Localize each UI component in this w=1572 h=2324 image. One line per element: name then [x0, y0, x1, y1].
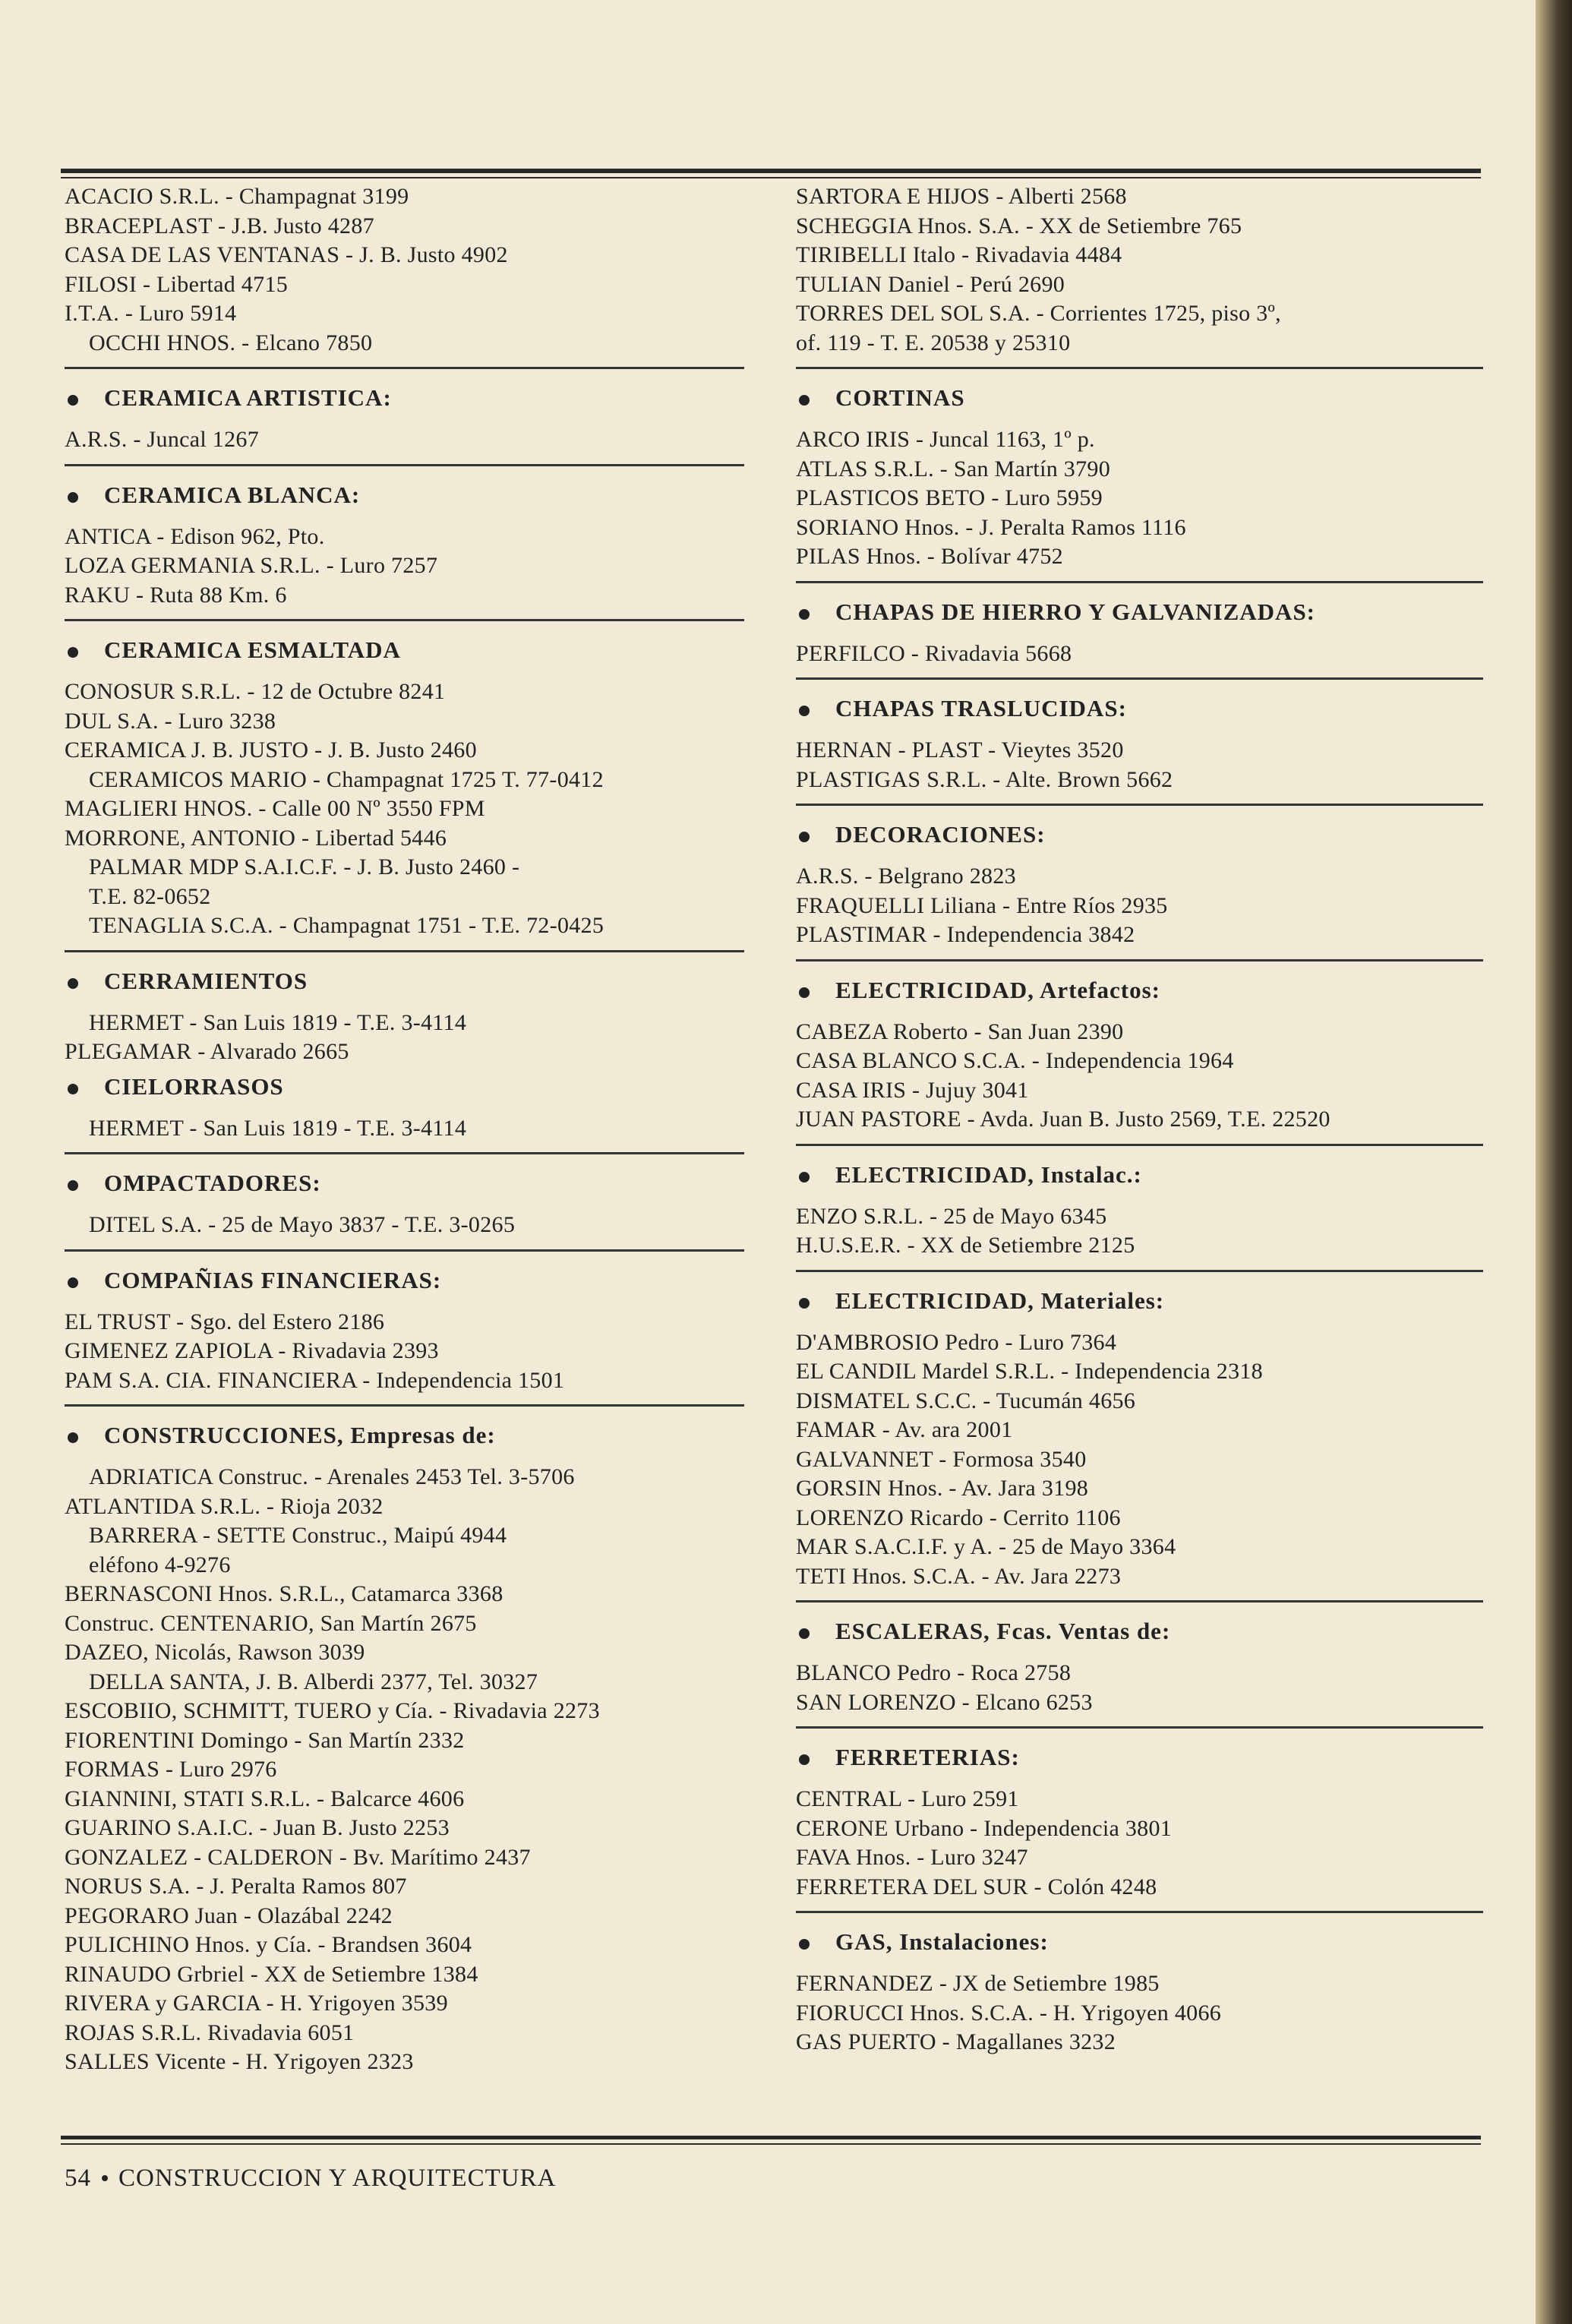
- section-heading: [65, 1073, 744, 1100]
- bullet-icon: [799, 1628, 810, 1639]
- section-heading-text: GAS, Instalaciones:: [835, 1928, 1049, 1955]
- directory-entry: PAM S.A. CIA. FINANCIERA - Independencia 1501: [65, 1367, 565, 1393]
- bullet-icon: [799, 832, 810, 842]
- directory-entry: DITEL S.A. - 25 de Mayo 3837 - T.E. 3-0265: [89, 1212, 516, 1237]
- directory-section: [65, 619, 744, 941]
- bullet-icon: [68, 1084, 78, 1094]
- section-heading-text: COMPAÑIAS FINANCIERAS:: [104, 1266, 442, 1293]
- bottom-double-rule: [61, 2136, 1481, 2139]
- directory-entry: PERFILCO - Rivadavia 5668: [796, 640, 1072, 666]
- right-column: [796, 182, 1483, 2057]
- section-heading: [65, 968, 744, 995]
- directory-entry: PLASTIGAS S.R.L. - Alte. Brown 5662: [796, 766, 1173, 792]
- section-heading: [65, 482, 744, 509]
- directory-entry: PLASTIMAR - Independencia 3842: [796, 922, 1135, 947]
- directory-entry: HERMET - San Luis 1819 - T.E. 3-4114: [89, 1115, 467, 1141]
- directory-section: [65, 182, 744, 358]
- bullet-icon: [799, 1172, 810, 1183]
- directory-entry: D'AMBROSIO Pedro - Luro 7364: [796, 1329, 1117, 1355]
- directory-entry: CASA IRIS - Jujuy 3041: [796, 1077, 1029, 1103]
- section-heading: [796, 821, 1483, 848]
- magazine-title: CONSTRUCCION Y ARQUITECTURA: [118, 2165, 557, 2192]
- section-heading: [796, 1928, 1483, 1956]
- directory-section: [796, 367, 1483, 572]
- directory-section: [65, 1152, 744, 1240]
- directory-entry: GORSIN Hnos. - Av. Jara 3198: [796, 1476, 1089, 1501]
- section-divider: [65, 1152, 744, 1154]
- section-heading-text: CORTINAS: [835, 384, 965, 411]
- section-heading: [796, 695, 1483, 722]
- directory-entry: ATLAS S.R.L. - San Martín 3790: [796, 456, 1110, 482]
- directory-entry: A.R.S. - Juncal 1267: [65, 427, 259, 452]
- directory-entry: RAKU - Ruta 88 Km. 6: [65, 582, 287, 608]
- section-heading: [796, 598, 1483, 626]
- section-heading-text: OMPACTADORES:: [104, 1170, 321, 1196]
- directory-entry: SAN LORENZO - Elcano 6253: [796, 1689, 1093, 1715]
- page-footer: [65, 2165, 556, 2193]
- footer-bullet-icon: [102, 2175, 108, 2181]
- directory-section: [796, 1726, 1483, 1902]
- directory-section: [65, 1249, 744, 1396]
- left-column: [65, 182, 744, 2077]
- section-heading-text: CHAPAS DE HIERRO Y GALVANIZADAS:: [835, 598, 1316, 625]
- directory-entry: BRACEPLAST - J.B. Justo 4287: [65, 213, 374, 238]
- directory-entry: ESCOBIIO, SCHMITT, TUERO y Cía. - Rivadavia 2273: [65, 1698, 600, 1723]
- directory-entry: T.E. 82-0652: [89, 883, 211, 909]
- directory-entry: FAMAR - Av. ara 2001: [796, 1417, 1013, 1442]
- directory-entry: SORIANO Hnos. - J. Peralta Ramos 1116: [796, 514, 1186, 540]
- directory-section: [65, 1404, 744, 2077]
- section-divider: [796, 367, 1483, 369]
- directory-entry: LORENZO Ricardo - Cerrito 1106: [796, 1505, 1121, 1530]
- directory-entry: DAZEO, Nicolás, Rawson 3039: [65, 1640, 365, 1665]
- directory-entry: OCCHI HNOS. - Elcano 7850: [89, 330, 373, 355]
- directory-section: [796, 1600, 1483, 1717]
- directory-entry: TORRES DEL SOL S.A. - Corrientes 1725, piso 3º,: [796, 301, 1281, 326]
- directory-entry: FORMAS - Luro 2976: [65, 1757, 277, 1782]
- section-heading-text: ELECTRICIDAD, Artefactos:: [835, 976, 1160, 1003]
- directory-section: [65, 464, 744, 611]
- directory-entry: ENZO S.R.L. - 25 de Mayo 6345: [796, 1203, 1107, 1229]
- directory-entry: GIMENEZ ZAPIOLA - Rivadavia 2393: [65, 1338, 439, 1363]
- section-heading: [796, 1161, 1483, 1189]
- directory-entry: GONZALEZ - CALDERON - Bv. Marítimo 2437: [65, 1844, 531, 1870]
- section-divider: [65, 1404, 744, 1407]
- page-binding-edge: [1536, 0, 1572, 2324]
- section-heading-text: CERAMICA ARTISTICA:: [104, 384, 392, 411]
- section-divider: [796, 677, 1483, 680]
- directory-entry: CASA DE LAS VENTANAS - J. B. Justo 4902: [65, 242, 508, 267]
- section-heading: [796, 384, 1483, 412]
- section-divider: [796, 1911, 1483, 1913]
- directory-entry: MORRONE, ANTONIO - Libertad 5446: [65, 825, 447, 851]
- section-divider: [796, 959, 1483, 961]
- directory-entry: CERAMICOS MARIO - Champagnat 1725 T. 77-0412: [89, 766, 604, 792]
- directory-entry: MAGLIERI HNOS. - Calle 00 Nº 3550 FPM: [65, 796, 485, 821]
- section-divider: [65, 950, 744, 952]
- directory-entry: FIORUCCI Hnos. S.C.A. - H. Yrigoyen 4066: [796, 2000, 1222, 2026]
- section-heading: [65, 636, 744, 664]
- directory-entry: ANTICA - Edison 962, Pto.: [65, 523, 325, 549]
- directory-entry: DELLA SANTA, J. B. Alberdi 2377, Tel. 30327: [89, 1669, 538, 1694]
- section-divider: [65, 619, 744, 621]
- directory-entry: ADRIATICA Construc. - Arenales 2453 Tel. 3-5706: [89, 1464, 575, 1489]
- directory-section: [65, 950, 744, 1067]
- directory-entry: PILAS Hnos. - Bolívar 4752: [796, 544, 1063, 569]
- directory-entry: FILOSI - Libertad 4715: [65, 271, 289, 297]
- directory-section: [796, 1270, 1483, 1592]
- section-heading-text: ESCALERAS, Fcas. Ventas de:: [835, 1618, 1171, 1644]
- directory-entry: PLASTICOS BETO - Luro 5959: [796, 485, 1103, 510]
- directory-entry: CENTRAL - Luro 2591: [796, 1786, 1019, 1811]
- section-divider: [65, 1249, 744, 1252]
- directory-entry: Construc. CENTENARIO, San Martín 2675: [65, 1610, 477, 1636]
- directory-entry: DISMATEL S.C.C. - Tucumán 4656: [796, 1388, 1136, 1413]
- section-divider: [796, 1726, 1483, 1729]
- directory-section: [796, 182, 1483, 358]
- directory-entry: GIANNINI, STATI S.R.L. - Balcarce 4606: [65, 1786, 465, 1811]
- directory-entry: EL TRUST - Sgo. del Estero 2186: [65, 1309, 385, 1334]
- section-heading-text: CERAMICA ESMALTADA: [104, 636, 401, 663]
- directory-entry: GAS PUERTO - Magallanes 3232: [796, 2029, 1116, 2054]
- bullet-icon: [68, 978, 78, 989]
- directory-entry: TENAGLIA S.C.A. - Champagnat 1751 - T.E. 72-0425: [89, 913, 604, 938]
- bottom-thin-rule: [61, 2143, 1481, 2145]
- directory-entry: PLEGAMAR - Alvarado 2665: [65, 1039, 349, 1064]
- section-divider: [65, 367, 744, 369]
- directory-section: [65, 1073, 744, 1144]
- directory-section: [796, 1911, 1483, 2057]
- bullet-icon: [68, 492, 78, 503]
- bullet-icon: [799, 1939, 810, 1950]
- section-divider: [796, 1600, 1483, 1602]
- directory-section: [796, 1144, 1483, 1261]
- bullet-icon: [799, 1298, 810, 1309]
- section-heading: [65, 384, 744, 412]
- section-heading-text: CIELORRASOS: [104, 1072, 284, 1100]
- bullet-icon: [68, 1180, 78, 1191]
- directory-entry: BLANCO Pedro - Roca 2758: [796, 1660, 1072, 1685]
- directory-entry: FAVA Hnos. - Luro 3247: [796, 1845, 1028, 1870]
- directory-entry: GUARINO S.A.I.C. - Juan B. Justo 2253: [65, 1815, 450, 1840]
- directory-entry: FRAQUELLI Liliana - Entre Ríos 2935: [796, 892, 1168, 918]
- directory-entry: HERNAN - PLAST - Vieytes 3520: [796, 737, 1124, 763]
- bullet-icon: [68, 1432, 78, 1443]
- bullet-icon: [68, 395, 78, 406]
- directory-entry: JUAN PASTORE - Avda. Juan B. Justo 2569, T.E. 22520: [796, 1107, 1331, 1132]
- directory-entry: TETI Hnos. S.C.A. - Av. Jara 2273: [796, 1563, 1122, 1589]
- directory-entry: eléfono 4-9276: [89, 1552, 231, 1577]
- bullet-icon: [799, 1754, 810, 1765]
- directory-entry: ATLANTIDA S.R.L. - Rioja 2032: [65, 1493, 384, 1519]
- directory-entry: EL CANDIL Mardel S.R.L. - Independencia 2318: [796, 1359, 1263, 1384]
- directory-entry: NORUS S.A. - J. Peralta Ramos 807: [65, 1874, 407, 1899]
- directory-entry: H.U.S.E.R. - XX de Setiembre 2125: [796, 1233, 1135, 1258]
- section-heading-text: CHAPAS TRASLUCIDAS:: [835, 695, 1127, 722]
- bullet-icon: [799, 609, 810, 620]
- section-divider: [796, 1270, 1483, 1272]
- directory-entry: A.R.S. - Belgrano 2823: [796, 864, 1016, 889]
- directory-entry: TULIAN Daniel - Perú 2690: [796, 271, 1065, 297]
- directory-entry: GALVANNET - Formosa 3540: [796, 1446, 1087, 1472]
- directory-section: [796, 959, 1483, 1135]
- bullet-icon: [799, 987, 810, 998]
- section-heading: [796, 1744, 1483, 1771]
- bullet-icon: [68, 647, 78, 658]
- directory-entry: ROJAS S.R.L. Rivadavia 6051: [65, 2019, 355, 2045]
- section-heading: [65, 1170, 744, 1197]
- section-heading: [796, 977, 1483, 1004]
- directory-section: [796, 677, 1483, 794]
- directory-entry: FERNANDEZ - JX de Setiembre 1985: [796, 1971, 1160, 1996]
- section-divider: [796, 581, 1483, 583]
- section-heading-text: DECORACIONES:: [835, 821, 1046, 848]
- directory-entry: CONOSUR S.R.L. - 12 de Octubre 8241: [65, 679, 446, 704]
- directory-entry: CERONE Urbano - Independencia 3801: [796, 1815, 1173, 1841]
- directory-entry: CABEZA Roberto - San Juan 2390: [796, 1018, 1124, 1044]
- directory-section: [796, 804, 1483, 950]
- section-heading: [796, 1618, 1483, 1645]
- directory-entry: FERRETERA DEL SUR - Colón 4248: [796, 1874, 1157, 1899]
- section-heading: [796, 1287, 1483, 1315]
- directory-entry: TIRIBELLI Italo - Rivadavia 4484: [796, 242, 1122, 267]
- section-heading: [65, 1267, 744, 1294]
- section-heading-text: ELECTRICIDAD, Materiales:: [835, 1287, 1165, 1314]
- directory-entry: of. 119 - T. E. 20538 y 25310: [796, 330, 1071, 355]
- section-divider: [65, 464, 744, 466]
- directory-entry: PALMAR MDP S.A.I.C.F. - J. B. Justo 2460 -: [89, 854, 520, 879]
- bullet-icon: [799, 706, 810, 716]
- directory-entry: I.T.A. - Luro 5914: [65, 301, 237, 326]
- section-heading-text: CERRAMIENTOS: [104, 967, 308, 994]
- section-heading: [65, 1422, 744, 1449]
- directory-entry: HERMET - San Luis 1819 - T.E. 3-4114: [89, 1009, 467, 1035]
- directory-entry: PEGORARO Juan - Olazábal 2242: [65, 1902, 393, 1928]
- directory-entry: FIORENTINI Domingo - San Martín 2332: [65, 1727, 465, 1753]
- section-heading-text: ELECTRICIDAD, Instalac.:: [835, 1160, 1142, 1188]
- directory-entry: RIVERA y GARCIA - H. Yrigoyen 3539: [65, 1991, 448, 2016]
- section-divider: [796, 804, 1483, 806]
- directory-entry: SCHEGGIA Hnos. S.A. - XX de Setiembre 765: [796, 213, 1242, 238]
- directory-entry: SARTORA E HIJOS - Alberti 2568: [796, 184, 1127, 209]
- directory-entry: ARCO IRIS - Juncal 1163, 1º p.: [796, 427, 1095, 452]
- section-heading-text: CERAMICA BLANCA:: [104, 481, 361, 508]
- section-heading-text: FERRETERIAS:: [835, 1744, 1020, 1770]
- directory-entry: BARRERA - SETTE Construc., Maipú 4944: [89, 1523, 507, 1548]
- directory-entry: CASA BLANCO S.C.A. - Independencia 1964: [796, 1048, 1234, 1073]
- directory-entry: DUL S.A. - Luro 3238: [65, 708, 276, 734]
- section-divider: [796, 1144, 1483, 1146]
- section-heading-text: CONSTRUCCIONES, Empresas de:: [104, 1422, 496, 1448]
- directory-entry: ACACIO S.R.L. - Champagnat 3199: [65, 184, 409, 209]
- page-number: 54: [65, 2165, 91, 2192]
- top-double-rule: [61, 169, 1481, 173]
- directory-entry: CERAMICA J. B. JUSTO - J. B. Justo 2460: [65, 737, 477, 763]
- bullet-icon: [799, 395, 810, 406]
- directory-section: [65, 367, 744, 455]
- directory-entry: SALLES Vicente - H. Yrigoyen 2323: [65, 2049, 414, 2074]
- directory-section: [796, 581, 1483, 669]
- directory-entry: LOZA GERMANIA S.R.L. - Luro 7257: [65, 553, 438, 578]
- directory-entry: MAR S.A.C.I.F. y A. - 25 de Mayo 3364: [796, 1534, 1176, 1559]
- directory-entry: RINAUDO Grbriel - XX de Setiembre 1384: [65, 1961, 478, 1987]
- directory-entry: BERNASCONI Hnos. S.R.L., Catamarca 3368: [65, 1581, 503, 1606]
- directory-entry: PULICHINO Hnos. y Cía. - Brandsen 3604: [65, 1932, 472, 1957]
- top-thin-rule: [61, 177, 1481, 178]
- bullet-icon: [68, 1277, 78, 1288]
